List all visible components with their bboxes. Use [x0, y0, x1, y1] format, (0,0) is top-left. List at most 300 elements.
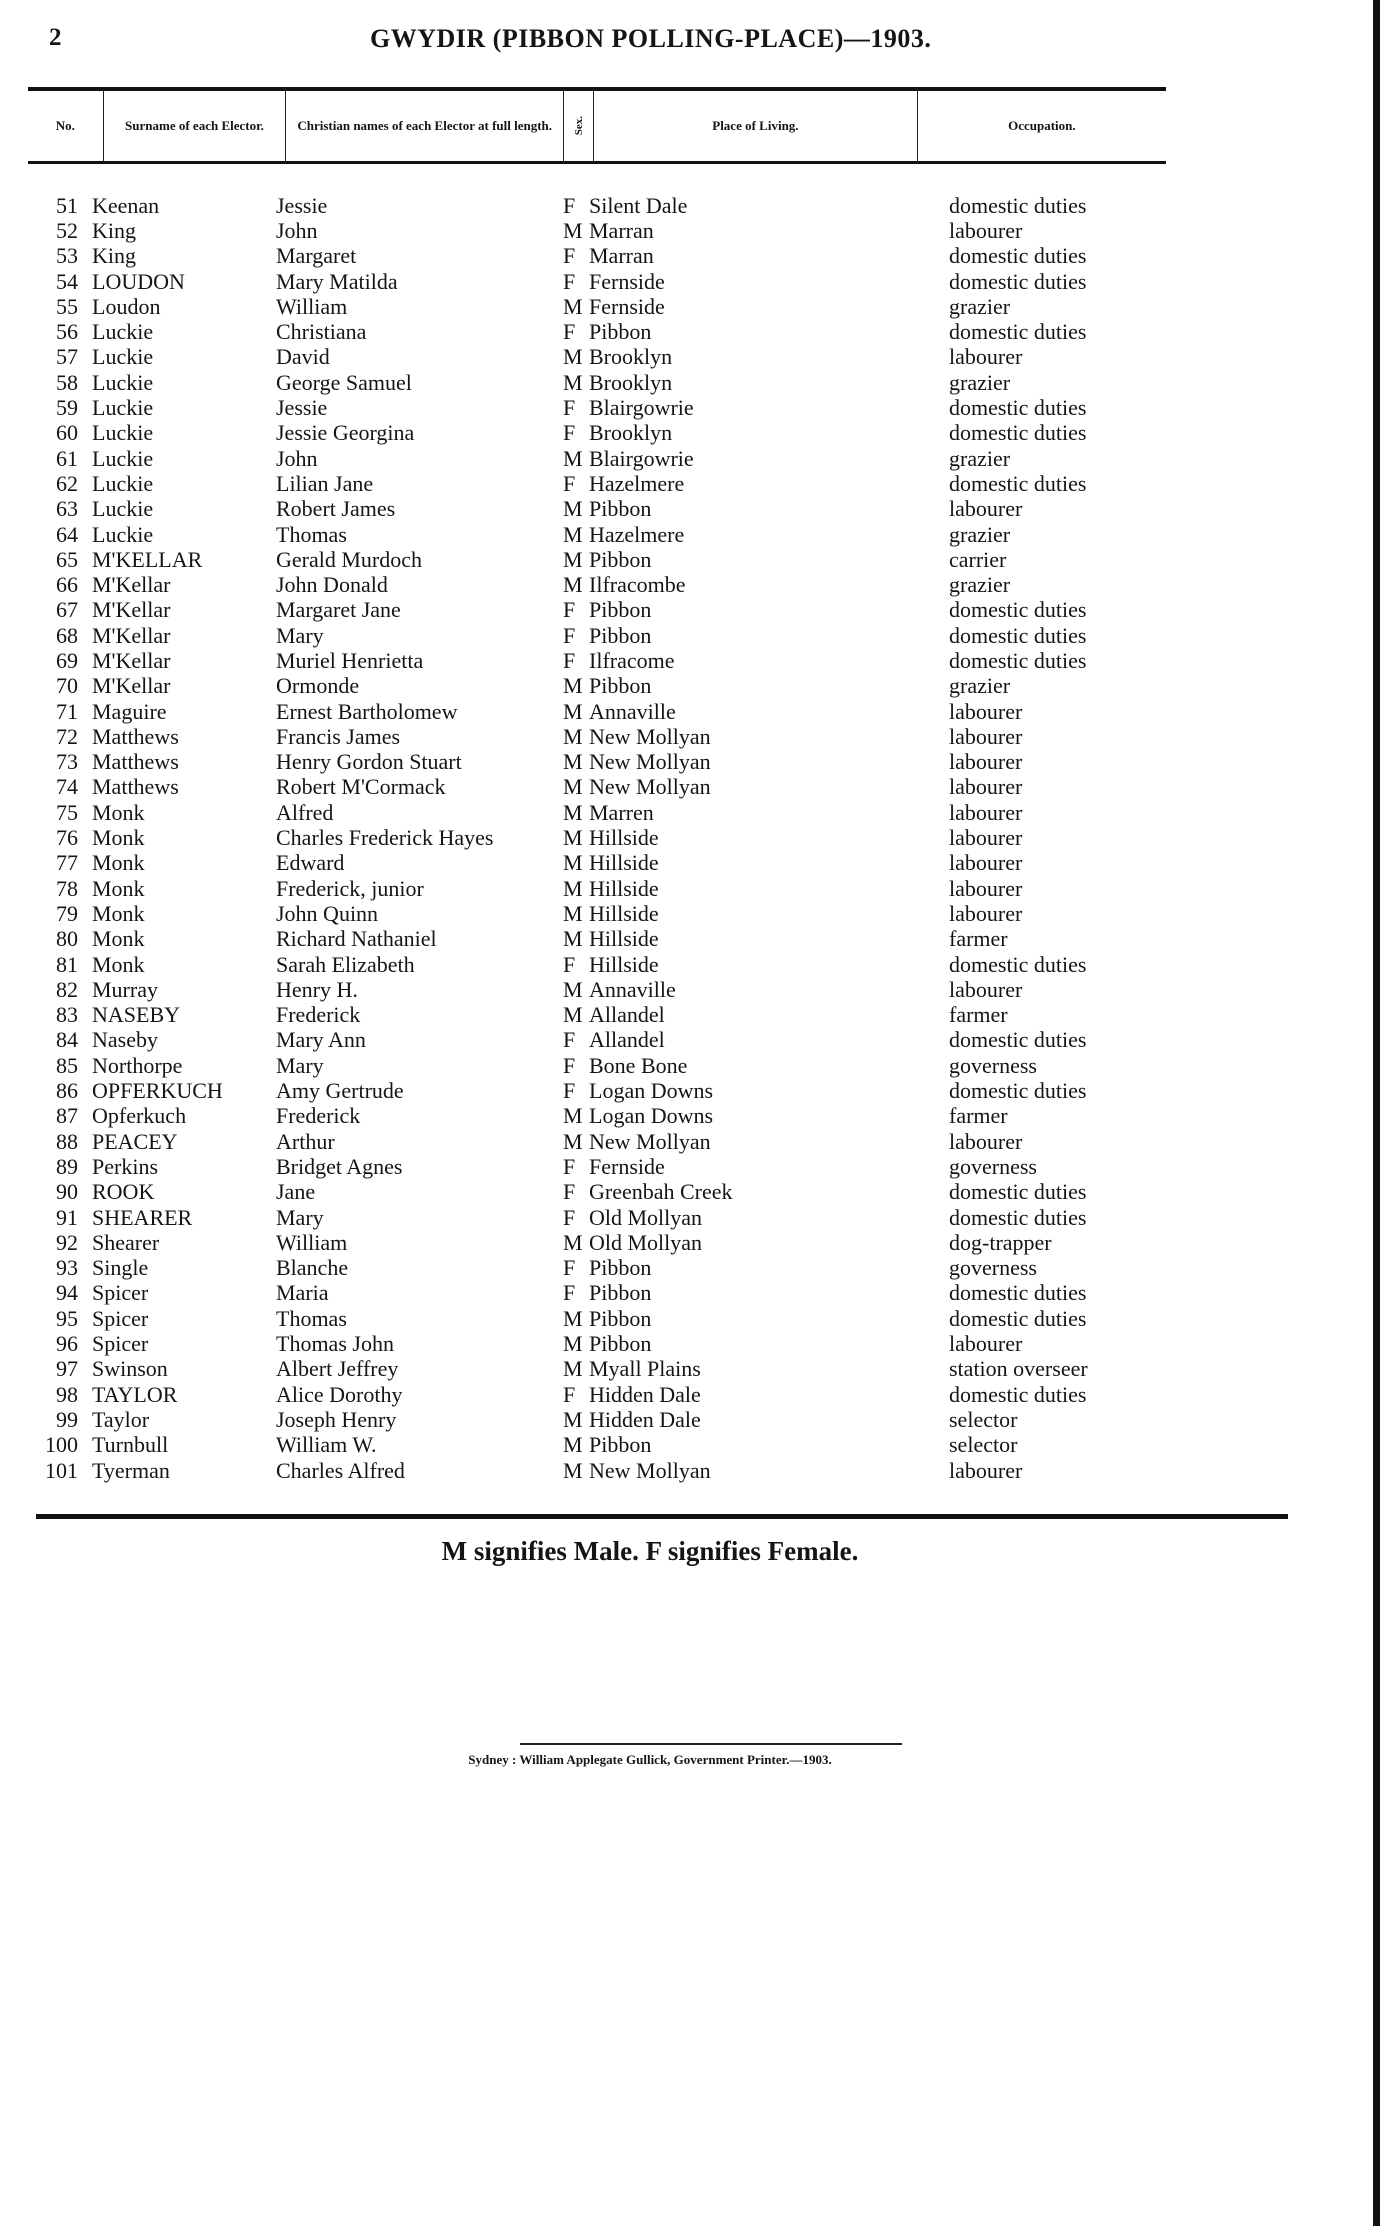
elector-occupation: dog-trapper: [949, 1229, 1052, 1255]
elector-christian-names: Thomas John: [276, 1331, 394, 1357]
elector-occupation: labourer: [949, 723, 1023, 749]
elector-surname: Swinson: [92, 1356, 168, 1382]
elector-sex: F: [563, 1153, 576, 1179]
elector-sex: M: [563, 825, 583, 851]
elector-christian-names: Maria: [276, 1280, 329, 1306]
elector-sex: M: [563, 1229, 583, 1255]
elector-number: 59: [56, 395, 78, 421]
elector-occupation: grazier: [949, 673, 1011, 699]
table-row: [0, 901, 1382, 926]
elector-sex: M: [563, 1406, 583, 1432]
table-row: [0, 876, 1382, 901]
elector-surname: King: [92, 243, 136, 269]
elector-occupation: governess: [949, 1153, 1037, 1179]
elector-sex: M: [563, 1128, 583, 1154]
elector-occupation: grazier: [949, 293, 1011, 319]
elector-place: Pibbon: [589, 1432, 652, 1458]
table-row: [0, 193, 1382, 218]
elector-number: 52: [56, 217, 78, 243]
elector-number: 53: [56, 243, 78, 269]
elector-christian-names: Jane: [276, 1179, 316, 1205]
elector-surname: Spicer: [92, 1331, 149, 1357]
elector-occupation: farmer: [949, 926, 1008, 952]
elector-christian-names: Edward: [276, 850, 345, 876]
elector-place: Pibbon: [589, 1280, 652, 1306]
elector-place: Brooklyn: [589, 369, 673, 395]
page-title: GWYDIR (PIBBON POLLING-PLACE)—1903.: [370, 24, 932, 53]
elector-occupation: domestic duties: [949, 1027, 1087, 1053]
elector-christian-names: Blanche: [276, 1255, 349, 1281]
elector-occupation: domestic duties: [949, 1305, 1087, 1331]
elector-surname: Spicer: [92, 1280, 149, 1306]
elector-number: 84: [56, 1027, 78, 1053]
elector-christian-names: Frederick, junior: [276, 875, 424, 901]
elector-number: 73: [56, 749, 78, 775]
elector-christian-names: Frederick: [276, 1103, 361, 1129]
elector-place: New Mollyan: [589, 1457, 711, 1483]
table-row: [0, 269, 1382, 294]
elector-christian-names: Christiana: [276, 319, 367, 345]
elector-sex: F: [563, 951, 576, 977]
elector-place: Marran: [589, 217, 654, 243]
elector-place: Pibbon: [589, 1255, 652, 1281]
elector-occupation: domestic duties: [949, 648, 1087, 673]
elector-sex: F: [563, 1381, 576, 1407]
elector-sex: F: [563, 1078, 576, 1104]
elector-place: Pibbon: [589, 673, 652, 699]
elector-occupation: carrier: [949, 546, 1007, 572]
elector-number: 55: [56, 293, 78, 319]
elector-sex: M: [563, 1432, 583, 1458]
elector-number: 63: [56, 496, 78, 522]
elector-surname: Luckie: [92, 420, 154, 446]
printer-imprint: Sydney : William Applegate Gullick, Government Printer.—1903.: [468, 1752, 832, 1767]
elector-number: 101: [45, 1457, 78, 1483]
elector-number: 60: [56, 420, 78, 446]
elector-number: 69: [56, 648, 78, 673]
elector-christian-names: Joseph Henry: [276, 1406, 397, 1432]
elector-occupation: labourer: [949, 1128, 1023, 1154]
elector-christian-names: Alfred: [276, 799, 334, 825]
elector-place: Pibbon: [589, 496, 652, 522]
elector-place: New Mollyan: [589, 723, 711, 749]
elector-number: 67: [56, 597, 78, 623]
elector-sex: M: [563, 546, 583, 572]
elector-place: Hidden Dale: [589, 1381, 701, 1407]
elector-sex: M: [563, 217, 583, 243]
elector-surname: Monk: [92, 926, 145, 952]
elector-surname: Tyerman: [92, 1457, 170, 1483]
elector-sex: M: [563, 673, 583, 699]
elector-surname: Luckie: [92, 445, 154, 471]
elector-occupation: selector: [949, 1432, 1018, 1458]
elector-surname: SHEARER: [92, 1204, 193, 1230]
elector-place: New Mollyan: [589, 1128, 711, 1154]
elector-occupation: domestic duties: [949, 470, 1087, 496]
elector-surname: Loudon: [92, 293, 161, 319]
elector-sex: F: [563, 648, 576, 673]
elector-number: 99: [56, 1406, 78, 1432]
elector-place: Brooklyn: [589, 344, 673, 370]
elector-christian-names: Mary Matilda: [276, 268, 398, 294]
elector-number: 66: [56, 572, 78, 598]
elector-surname: M'Kellar: [92, 572, 171, 598]
elector-place: Ilfracombe: [589, 572, 686, 598]
elector-surname: Monk: [92, 900, 145, 926]
column-header-christian-names: Christian names of each Elector at full length.: [286, 91, 564, 161]
elector-occupation: labourer: [949, 900, 1023, 926]
elector-surname: Luckie: [92, 319, 154, 345]
elector-surname: Luckie: [92, 521, 154, 547]
elector-place: Pibbon: [589, 622, 652, 648]
elector-occupation: labourer: [949, 850, 1023, 876]
elector-surname: Monk: [92, 875, 145, 901]
elector-occupation: domestic duties: [949, 951, 1087, 977]
table-row: [0, 244, 1382, 269]
elector-place: Annaville: [589, 698, 676, 724]
table-row: [0, 1255, 1382, 1280]
elector-place: Hillside: [589, 875, 659, 901]
elector-number: 58: [56, 369, 78, 395]
elector-surname: Luckie: [92, 344, 154, 370]
table-row: [0, 699, 1382, 724]
elector-number: 74: [56, 774, 78, 800]
elector-number: 91: [56, 1204, 78, 1230]
elector-christian-names: Lilian Jane: [276, 470, 374, 496]
elector-surname: Monk: [92, 850, 145, 876]
table-row: [0, 1053, 1382, 1078]
elector-number: 77: [56, 850, 78, 876]
elector-surname: ROOK: [92, 1179, 155, 1205]
elector-christian-names: Ormonde: [276, 673, 360, 699]
elector-surname: Luckie: [92, 395, 154, 421]
table-row: [0, 547, 1382, 572]
elector-number: 96: [56, 1331, 78, 1357]
elector-sex: F: [563, 1280, 576, 1306]
elector-number: 100: [45, 1432, 78, 1458]
elector-sex: M: [563, 698, 583, 724]
elector-sex: F: [563, 1204, 576, 1230]
table-row: [0, 1104, 1382, 1129]
elector-christian-names: Arthur: [276, 1128, 335, 1154]
elector-christian-names: David: [276, 344, 330, 370]
elector-sex: M: [563, 521, 583, 547]
elector-occupation: labourer: [949, 217, 1023, 243]
elector-christian-names: Margaret Jane: [276, 597, 401, 623]
elector-sex: M: [563, 496, 583, 522]
elector-surname: Monk: [92, 951, 145, 977]
elector-surname: M'KELLAR: [92, 546, 203, 572]
elector-sex: F: [563, 192, 576, 218]
elector-number: 56: [56, 319, 78, 345]
table-row: [0, 648, 1382, 673]
elector-christian-names: Robert M'Cormack: [276, 774, 446, 800]
elector-sex: M: [563, 850, 583, 876]
elector-occupation: domestic duties: [949, 268, 1087, 294]
elector-surname: Luckie: [92, 369, 154, 395]
elector-christian-names: Mary Ann: [276, 1027, 366, 1053]
elector-surname: Matthews: [92, 774, 179, 800]
elector-number: 62: [56, 470, 78, 496]
elector-occupation: domestic duties: [949, 395, 1087, 421]
elector-christian-names: Charles Frederick Hayes: [276, 825, 494, 851]
elector-sex: M: [563, 1457, 583, 1483]
elector-number: 97: [56, 1356, 78, 1382]
elector-sex: M: [563, 445, 583, 471]
table-row: [0, 446, 1382, 471]
elector-number: 78: [56, 875, 78, 901]
elector-occupation: domestic duties: [949, 1381, 1087, 1407]
elector-number: 71: [56, 698, 78, 724]
elector-number: 94: [56, 1280, 78, 1306]
table-row: [0, 1357, 1382, 1382]
table-row: [0, 724, 1382, 749]
elector-number: 61: [56, 445, 78, 471]
elector-number: 65: [56, 546, 78, 572]
elector-place: Pibbon: [589, 1305, 652, 1331]
elector-occupation: labourer: [949, 774, 1023, 800]
elector-sex: F: [563, 1027, 576, 1053]
elector-place: Ilfracome: [589, 648, 675, 673]
elector-surname: M'Kellar: [92, 597, 171, 623]
elector-occupation: grazier: [949, 369, 1011, 395]
table-row: [0, 1154, 1382, 1179]
elector-place: Blairgowrie: [589, 395, 694, 421]
elector-occupation: labourer: [949, 344, 1023, 370]
elector-place: Allandel: [589, 1002, 665, 1028]
elector-occupation: governess: [949, 1255, 1037, 1281]
elector-place: Hillside: [589, 951, 659, 977]
elector-number: 82: [56, 976, 78, 1002]
elector-sex: M: [563, 369, 583, 395]
elector-christian-names: Sarah Elizabeth: [276, 951, 415, 977]
table-row: [0, 319, 1382, 344]
table-row: [0, 421, 1382, 446]
elector-number: 88: [56, 1128, 78, 1154]
table-row: [0, 1205, 1382, 1230]
elector-place: Pibbon: [589, 1331, 652, 1357]
elector-surname: Spicer: [92, 1305, 149, 1331]
elector-surname: Taylor: [92, 1406, 150, 1432]
elector-place: Old Mollyan: [589, 1229, 703, 1255]
elector-number: 89: [56, 1153, 78, 1179]
elector-occupation: domestic duties: [949, 1179, 1087, 1205]
table-row: [0, 775, 1382, 800]
elector-occupation: labourer: [949, 496, 1023, 522]
elector-sex: M: [563, 774, 583, 800]
table-row: [0, 977, 1382, 1002]
elector-surname: Luckie: [92, 470, 154, 496]
elector-christian-names: Thomas: [276, 521, 347, 547]
elector-place: New Mollyan: [589, 774, 711, 800]
elector-sex: M: [563, 875, 583, 901]
elector-christian-names: Mary: [276, 1052, 324, 1078]
table-row: [0, 294, 1382, 319]
elector-sex: M: [563, 1331, 583, 1357]
elector-occupation: labourer: [949, 1457, 1023, 1483]
elector-place: Logan Downs: [589, 1078, 714, 1104]
elector-number: 95: [56, 1305, 78, 1331]
elector-surname: PEACEY: [92, 1128, 178, 1154]
elector-place: New Mollyan: [589, 749, 711, 775]
table-row: [0, 1129, 1382, 1154]
elector-christian-names: Amy Gertrude: [276, 1078, 404, 1104]
elector-sex: F: [563, 470, 576, 496]
elector-place: Myall Plains: [589, 1356, 701, 1382]
table-row: [0, 1078, 1382, 1103]
elector-christian-names: Thomas: [276, 1305, 347, 1331]
elector-place: Allandel: [589, 1027, 665, 1053]
elector-occupation: labourer: [949, 825, 1023, 851]
table-row: [0, 623, 1382, 648]
elector-sex: F: [563, 1179, 576, 1205]
table-row: [0, 674, 1382, 699]
elector-place: Hillside: [589, 900, 659, 926]
table-bottom-rule: [36, 1514, 1288, 1519]
table-header: [28, 87, 1166, 164]
table-row: [0, 800, 1382, 825]
elector-sex: M: [563, 723, 583, 749]
table-row: [0, 598, 1382, 623]
sex-legend: M signifies Male. F signifies Female.: [441, 1536, 859, 1566]
elector-christian-names: Jessie Georgina: [276, 420, 415, 446]
elector-occupation: domestic duties: [949, 420, 1087, 446]
elector-sex: F: [563, 268, 576, 294]
table-row: [0, 218, 1382, 243]
elector-number: 98: [56, 1381, 78, 1407]
elector-surname: King: [92, 217, 136, 243]
elector-occupation: domestic duties: [949, 192, 1087, 218]
elector-place: Hidden Dale: [589, 1406, 701, 1432]
elector-christian-names: John: [276, 445, 318, 471]
column-header-sex-label: Sex.: [572, 116, 585, 136]
elector-sex: M: [563, 1356, 583, 1382]
elector-number: 81: [56, 951, 78, 977]
elector-christian-names: Margaret: [276, 243, 357, 269]
elector-surname: Turnbull: [92, 1432, 169, 1458]
elector-occupation: domestic duties: [949, 622, 1087, 648]
elector-place: Hazelmere: [589, 470, 685, 496]
table-row: [0, 1180, 1382, 1205]
table-row: [0, 497, 1382, 522]
table-row: [0, 1382, 1382, 1407]
table-row: [0, 370, 1382, 395]
elector-occupation: farmer: [949, 1103, 1008, 1129]
elector-number: 72: [56, 723, 78, 749]
table-row: [0, 825, 1382, 850]
elector-occupation: grazier: [949, 445, 1011, 471]
table-row: [0, 1433, 1382, 1458]
elector-occupation: domestic duties: [949, 243, 1087, 269]
elector-sex: M: [563, 1002, 583, 1028]
elector-christian-names: Bridget Agnes: [276, 1153, 403, 1179]
elector-sex: F: [563, 243, 576, 269]
elector-sex: M: [563, 344, 583, 370]
elector-place: Bone Bone: [589, 1052, 688, 1078]
elector-place: Silent Dale: [589, 192, 688, 218]
elector-occupation: domestic duties: [949, 1078, 1087, 1104]
table-row: [0, 1230, 1382, 1255]
elector-place: Fernside: [589, 293, 665, 319]
elector-surname: Luckie: [92, 496, 154, 522]
elector-place: Hillside: [589, 825, 659, 851]
elector-sex: M: [563, 926, 583, 952]
elector-sex: F: [563, 1052, 576, 1078]
elector-occupation: selector: [949, 1406, 1018, 1432]
elector-sex: F: [563, 597, 576, 623]
page-number: 2: [49, 24, 62, 51]
elector-place: Fernside: [589, 268, 665, 294]
elector-number: 85: [56, 1052, 78, 1078]
electors-list: [0, 193, 1382, 1483]
elector-christian-names: Frederick: [276, 1002, 361, 1028]
table-row: [0, 395, 1382, 420]
elector-place: Marren: [589, 799, 654, 825]
table-row: [0, 1306, 1382, 1331]
elector-sex: M: [563, 749, 583, 775]
table-row: [0, 1028, 1382, 1053]
elector-place: Blairgowrie: [589, 445, 694, 471]
elector-christian-names: Mary: [276, 622, 324, 648]
elector-occupation: domestic duties: [949, 597, 1087, 623]
elector-sex: M: [563, 900, 583, 926]
elector-occupation: labourer: [949, 1331, 1023, 1357]
elector-occupation: grazier: [949, 572, 1011, 598]
elector-sex: F: [563, 622, 576, 648]
elector-christian-names: John Quinn: [276, 900, 379, 926]
printer-rule: [520, 1743, 902, 1745]
table-row: [0, 572, 1382, 597]
elector-christian-names: William: [276, 293, 348, 319]
elector-occupation: domestic duties: [949, 1280, 1087, 1306]
elector-number: 79: [56, 900, 78, 926]
elector-number: 93: [56, 1255, 78, 1281]
column-header-sex: [564, 91, 594, 161]
elector-occupation: grazier: [949, 521, 1011, 547]
column-header-place: Place of Living.: [594, 91, 918, 161]
elector-occupation: labourer: [949, 698, 1023, 724]
elector-surname: Matthews: [92, 749, 179, 775]
table-row: [0, 471, 1382, 496]
elector-sex: M: [563, 1305, 583, 1331]
elector-surname: Murray: [92, 976, 158, 1002]
elector-surname: Matthews: [92, 723, 179, 749]
elector-occupation: labourer: [949, 749, 1023, 775]
elector-occupation: labourer: [949, 976, 1023, 1002]
elector-number: 80: [56, 926, 78, 952]
elector-christian-names: Ernest Bartholomew: [276, 698, 458, 724]
elector-sex: F: [563, 1255, 576, 1281]
elector-place: Logan Downs: [589, 1103, 714, 1129]
table-row: [0, 345, 1382, 370]
elector-christian-names: Henry H.: [276, 976, 358, 1002]
elector-occupation: governess: [949, 1052, 1037, 1078]
elector-place: Marran: [589, 243, 654, 269]
elector-christian-names: Robert James: [276, 496, 396, 522]
elector-christian-names: Francis James: [276, 723, 401, 749]
elector-place: Pibbon: [589, 597, 652, 623]
elector-christian-names: Richard Nathaniel: [276, 926, 437, 952]
column-header-no: No.: [28, 91, 104, 161]
elector-place: Fernside: [589, 1153, 665, 1179]
elector-number: 70: [56, 673, 78, 699]
elector-christian-names: Albert Jeffrey: [276, 1356, 399, 1382]
elector-number: 64: [56, 521, 78, 547]
table-row: [0, 1407, 1382, 1432]
elector-place: Hazelmere: [589, 521, 685, 547]
elector-place: Hillside: [589, 850, 659, 876]
elector-surname: M'Kellar: [92, 622, 171, 648]
